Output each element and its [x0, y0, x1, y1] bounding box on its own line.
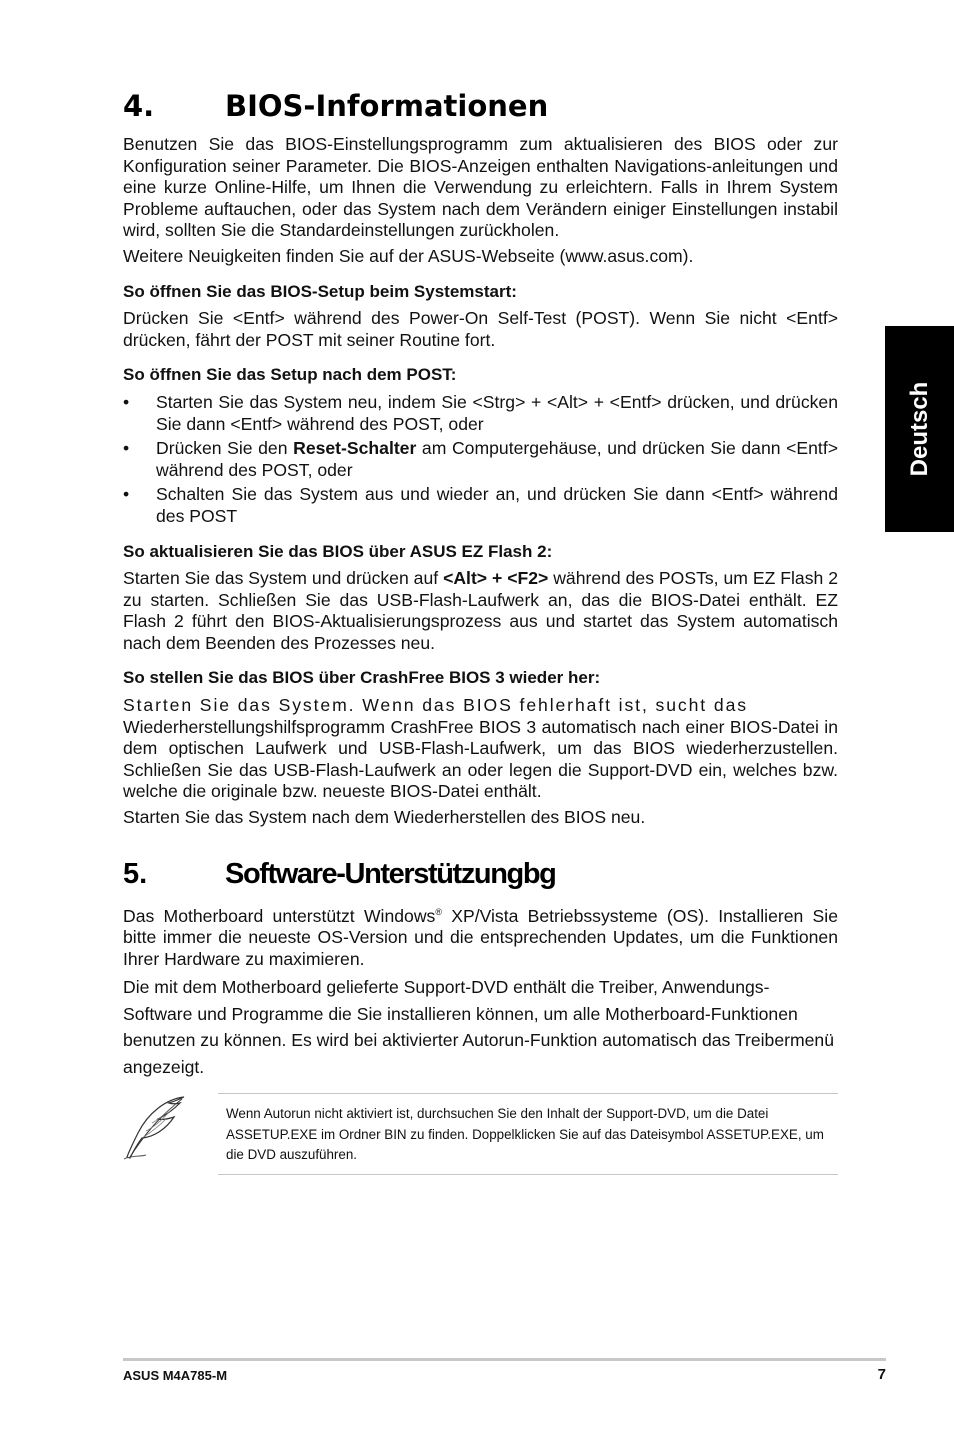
ez-flash-keys: <Alt> + <F2> [443, 568, 549, 589]
list-item [123, 484, 838, 527]
crashfree-first-line: Starten Sie das System. Wenn das BIOS fehlerhaft ist, sucht das [123, 695, 748, 716]
footer-model: ASUS M4A785-M [123, 1368, 228, 1383]
bullet-icon: • [123, 438, 130, 459]
crashfree-heading: So stellen Sie das BIOS über CrashFree BIOS 3 wieder her: [123, 668, 601, 688]
page-number: 7 [877, 1366, 886, 1383]
ez-flash-text-pre: Starten Sie das System und drücken auf [123, 568, 444, 589]
os-support-text-pre: Das Motherboard unterstützt Windows [123, 905, 436, 926]
section-4-heading [123, 84, 838, 128]
section-4-number: 4. [123, 89, 155, 123]
list-item-text-pre: Drücken Sie den [156, 438, 294, 459]
ez-flash-paragraph [123, 568, 838, 654]
section-4-title: BIOS-Informationen [225, 89, 549, 123]
os-support-text-post: XP/Vista Betriebssysteme (OS). Installieren Sie bitte immer die neueste OS-Version und die entsprechenden Updates, um die Funktionen Ihrer Hardware zu maximieren. [123, 905, 838, 969]
bullet-icon: • [123, 391, 130, 412]
list-item-text: Schalten Sie das System aus und wieder an, und drücken Sie dann <Entf> während des POST [156, 484, 838, 526]
asus-website-paragraph: Weitere Neuigkeiten finden Sie auf der ASUS-Webseite (www.asus.com). [123, 245, 694, 266]
section-5-heading [123, 852, 838, 896]
bios-setup-startup-text: Drücken Sie <Entf> während des Power-On Self-Test (POST). Wenn Sie nicht <Entf> drücken, fährt der POST mit seiner Routine fort. [123, 308, 838, 350]
ez-flash-text-post: während des POSTs, um EZ Flash 2 zu starten. Schließen Sie das USB-Flash-Laufwerk an, das die BIOS-Datei enthält. EZ Flash 2 führt den BIOS-Aktualisierungsprozess aus und startet das System automatisch nach dem Beenden des Prozesses neu. [123, 568, 839, 653]
section-5-title: Software-Unterstützungbg [225, 857, 556, 890]
setup-after-post-heading: So öffnen Sie das Setup nach dem POST: [123, 365, 457, 385]
bios-setup-startup-heading: So öffnen Sie das BIOS-Setup beim Systemstart: [123, 281, 517, 301]
reset-switch-label: Reset-Schalter [293, 438, 417, 459]
list-item [123, 438, 838, 481]
language-side-tab-label: Deutsch [905, 381, 933, 477]
footer-divider [123, 1358, 886, 1361]
section-5-number: 5. [123, 857, 148, 890]
list-item [123, 392, 838, 435]
note-text: Wenn Autorun nicht aktiviert ist, durchsuchen Sie den Inhalt der Support-DVD, um die Datei ASSETUP.EXE im Ordner BIN zu finden. Doppelklicken Sie auf das Dateisymbol ASSETUP.EXE, um die DVD auszuführen. [226, 1106, 824, 1163]
language-side-tab [885, 326, 954, 532]
registered-mark: ® [435, 906, 442, 917]
crashfree-restart-text: Starten Sie das System nach dem Wiederherstellen des BIOS neu. [123, 807, 646, 828]
note-box [218, 1093, 838, 1175]
support-dvd-paragraph: Die mit dem Motherboard gelieferte Support-DVD enthält die Treiber, Anwendungs-Software und Programme die Sie installieren können, um alle Motherboard-Funktionen benutzen zu können. Es wird bei aktivierter Autorun-Funktion automatisch das Treibermenü angezeigt. [123, 977, 834, 1077]
page-content [123, 84, 838, 1080]
ez-flash-heading: So aktualisieren Sie das BIOS über ASUS EZ Flash 2: [123, 541, 553, 561]
feather-pen-icon [122, 1093, 190, 1163]
bios-intro-paragraph: Benutzen Sie das BIOS-Einstellungsprogramm zum aktualisieren des BIOS oder zur Konfiguration seiner Parameter. Die BIOS-Anzeigen enthalten Navigations-anleitungen und eine kurze Online-Hilfe, um Ihnen die Verwendung zu erleichtern. Falls in Ihrem System Probleme auftauchen, oder das System nach dem Verändern einiger Einstellungen instabil wird, sollten Sie die Standardeinstellungen zurückholen. [123, 134, 838, 241]
setup-after-post-list [123, 392, 838, 528]
list-item-text: Starten Sie das System neu, indem Sie <Strg> + <Alt> + <Entf> drücken, und drücken Sie dann <Entf> während des POST, oder [156, 391, 838, 434]
crashfree-paragraph: Wiederherstellungshilfsprogramm CrashFree BIOS 3 automatisch nach einer BIOS-Datei in dem optischen Laufwerk und USB-Flash-Laufwerk, um das BIOS wiederherzustellen. Schließen Sie das USB-Flash-Laufwerk an oder legen die Support-DVD ein, welches bzw. welche die originale bzw. neueste BIOS-Datei enthält. [123, 716, 838, 802]
bullet-icon: • [123, 484, 130, 505]
list-item-text-post: am Computergehäuse, und drücken Sie dann <Entf> während des POST, oder [156, 438, 838, 480]
os-support-paragraph [123, 906, 838, 971]
